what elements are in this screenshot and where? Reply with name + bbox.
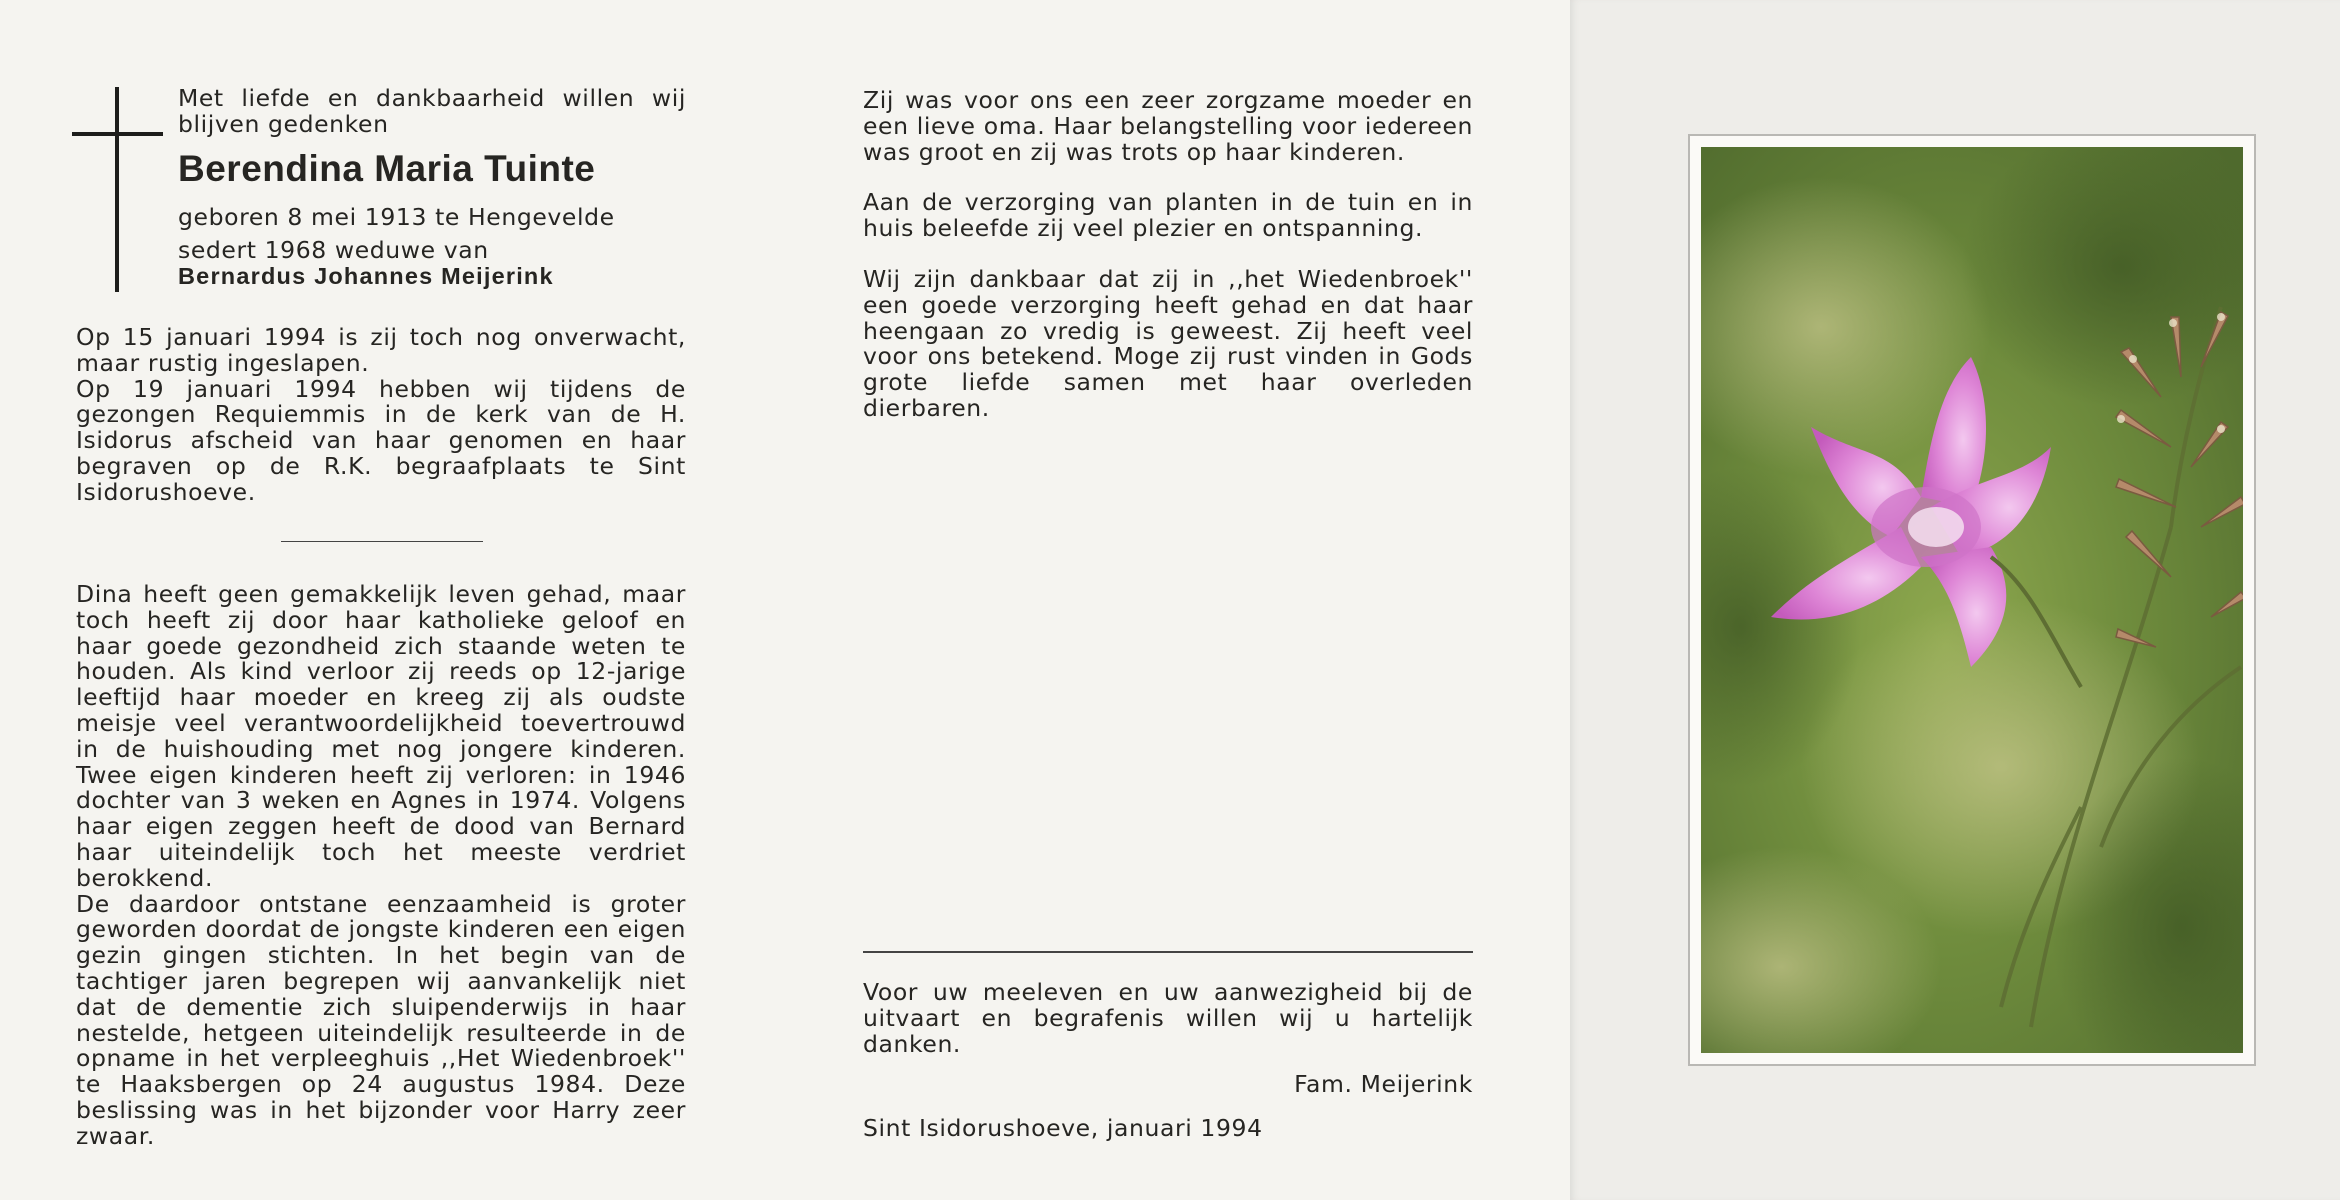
- widow-line: sedert 1968 weduwe van: [178, 236, 489, 264]
- place-date: Sint Isidorushoeve, januari 1994: [863, 1114, 1263, 1142]
- life-paragraph-1: Dina heeft geen gemakkelijk leven gehad, maar toch heeft zij door haar katholieke geloof en haar goede gezondheid zich staande weten te houden. Als kind verloor zij reeds op 12-jarige leeftijd haar moeder en kreeg zij als oudste meisje veel verantwoordelijkheid toevertrouwd in de huishouding met nog jongere kinderen. Twee eigen kinderen heeft zij verloren: in 1946 dochter van 3 weken en Agnes in 1974. Volgens haar eigen zeggen heeft de dood van Bernard haar uiteindelijk toch het meeste verdriet berokkend.: [76, 580, 686, 892]
- life-section: [76, 582, 686, 1150]
- closing-section: [863, 980, 1473, 1057]
- plants-paragraph: Aan de verzorging van planten in de tuin en in huis beleefde zij veel plezier en ontspanning.: [863, 188, 1473, 243]
- passing-paragraph-2: Op 19 januari 1994 hebben wij tijdens de gezongen Requiemmis in de kerk van de H. Isidorus afscheid van haar genomen en haar begraven op de R.K. begraafplaats te Sint Isidorushoeve.: [76, 374, 686, 506]
- closing-divider: [863, 951, 1473, 953]
- thanks-paragraph: Voor uw meeleven en uw aanwezigheid bij de uitvaart en begrafenis willen wij u hartelijk danken.: [863, 978, 1473, 1058]
- care-paragraph: Wij zijn dankbaar dat zij in ,,het Wiedenbroek'' een goede verzorging heeft gehad en dat haar heengaan zo vredig is geweest. Zij heeft veel voor ons betekend. Moge zij rust vinden in Gods grote liefde samen met haar overleden dierbaren.: [863, 264, 1473, 422]
- middle-section: [863, 88, 1473, 422]
- photo-frame: [1688, 134, 2256, 1066]
- birth-line: geboren 8 mei 1913 te Hengevelde: [178, 203, 615, 231]
- signature-line: [863, 1072, 1473, 1098]
- deceased-name: Berendina Maria Tuinte: [178, 148, 596, 189]
- family-signature: Fam. Meijerink: [1294, 1070, 1473, 1098]
- husband-name: Bernardus Johannes Meijerink: [178, 263, 554, 289]
- bellflower-photo: [1701, 147, 2243, 1053]
- passing-paragraph-1: Op 15 januari 1994 is zij toch nog onverwacht, maar rustig ingeslapen.: [76, 323, 686, 377]
- section-divider: [281, 541, 483, 542]
- mother-paragraph: Zij was voor ons een zeer zorgzame moeder en een lieve oma. Haar belangstelling voor iedereen was groot en zij was trots op haar kinderen.: [863, 86, 1473, 166]
- passing-section: [76, 325, 686, 506]
- life-paragraph-2: De daardoor ontstane eenzaamheid is groter geworden doordat de jongste kinderen een eigen gezin gingen stichten. In het begin van de tachtiger jaren begrepen wij aanvankelijk niet dat de dementie zich sluipenderwijs in haar nestelde, hetgeen uiteindelijk resulteerde in de opname in het verpleeghuis ,,Het Wiedenbroek'' te Haaksbergen op 24 augustus 1984. Deze beslissing was in het bijzonder voor Harry zeer zwaar.: [76, 889, 686, 1150]
- intro-text: Met liefde en dankbaarheid willen wij blijven gedenken: [178, 84, 686, 138]
